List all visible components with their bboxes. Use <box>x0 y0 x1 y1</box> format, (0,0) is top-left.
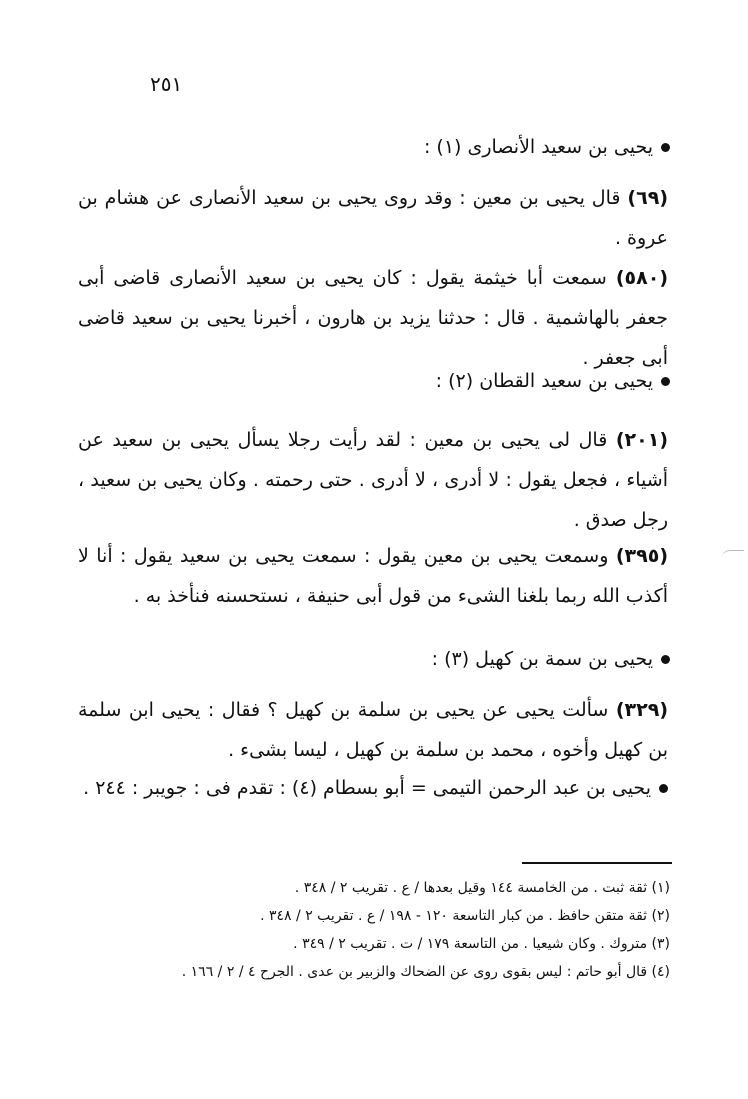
paragraph-text: وسمعت يحيى بن معين يقول : سمعت يحيى بن سعيد يقول : أنا لا أكذب الله ربما بلغنا الشىء من قول أبى حنيفة ، نستحسنه فنأخذ به . <box>78 545 668 607</box>
heading-text: يحيى بن سمة بن كهيل (٣) : <box>431 648 653 670</box>
heading-text: يحيى بن سعيد الأنصارى (١) : <box>423 136 653 158</box>
footnote-2: (٢) ثقة متقن حافظ . من كبار التاسعة ١٢٠ - ١٩٨ / ع . تقريب ٢ / ٣٤٨ . <box>260 908 670 924</box>
bullet-dot-icon <box>661 377 670 386</box>
bullet-dot-icon <box>661 655 670 664</box>
entry-heading-taymi <box>78 768 668 808</box>
paragraph-69 <box>78 178 668 258</box>
paragraph-number: (٦٩) <box>627 187 668 209</box>
paragraph-number: (٣٢٩) <box>615 699 668 721</box>
paragraph-395 <box>78 536 668 616</box>
footnote-4: (٤) قال أبو حاتم : ليس بقوى روى عن الضحاك والزبير بن عدى . الجرح ٤ / ٢ / ١٦٦ . <box>181 964 670 980</box>
footnote-1: (١) ثقة ثبت . من الخامسة ١٤٤ وقيل بعدها / ع . تقريب ٢ / ٣٤٨ . <box>294 880 670 896</box>
paragraph-201 <box>78 420 668 540</box>
paragraph-text: سألت يحيى عن يحيى بن سلمة بن كهيل ؟ فقال : يحيى ابن سلمة بن كهيل وأخوه ، محمد بن سلمة بن كهيل ، ليسا بشىء . <box>78 699 668 761</box>
page-number: ٢٥١ <box>150 72 183 96</box>
heading-text: يحيى بن سعيد القطان (٢) : <box>435 370 653 392</box>
bullet-dot-icon <box>661 143 670 152</box>
paragraph-number: (٣٩٥) <box>615 545 668 567</box>
paragraph-text: سمعت أبا خيثمة يقول : كان يحيى بن سعيد الأنصارى قاضى أبى جعفر بالهاشمية . قال : حدثنا يزيد بن هارون ، أخبرنا يحيى بن سعيد قاضى أبى جعفر . <box>78 267 668 369</box>
paragraph-number: (٥٨٠) <box>615 267 668 289</box>
footnote-divider <box>522 862 672 864</box>
bullet-dot-icon <box>659 784 668 793</box>
paragraph-number: (٢٠١) <box>615 429 668 451</box>
entry-heading-kuhayl <box>432 648 670 670</box>
heading-text: يحيى بن عبد الرحمن التيمى = أبو بسطام (٤) : تقدم فى : جويبر : ٢٤٤ . <box>83 777 651 799</box>
footnote-3: (٣) متروك . وكان شيعيا . من التاسعة ١٧٩ / ت . تقريب ٢ / ٣٤٩ . <box>293 936 670 952</box>
paragraph-text: قال لى يحيى بن معين : لقد رأيت رجلا يسأل يحيى بن سعيد عن أشياء ، فجعل يقول : لا أدرى ، لا أدرى . حتى رحمته . وكان يحيى بن سعيد ، رجل صدق . <box>78 429 668 531</box>
entry-heading-ansari <box>424 136 670 158</box>
entry-heading-qattan <box>436 370 670 392</box>
paragraph-text: قال يحيى بن معين : وقد روى يحيى بن سعيد الأنصارى عن هشام بن عروة . <box>78 187 668 249</box>
paragraph-580 <box>78 258 668 378</box>
paragraph-329 <box>78 690 668 770</box>
page-edge-mark <box>722 550 744 567</box>
